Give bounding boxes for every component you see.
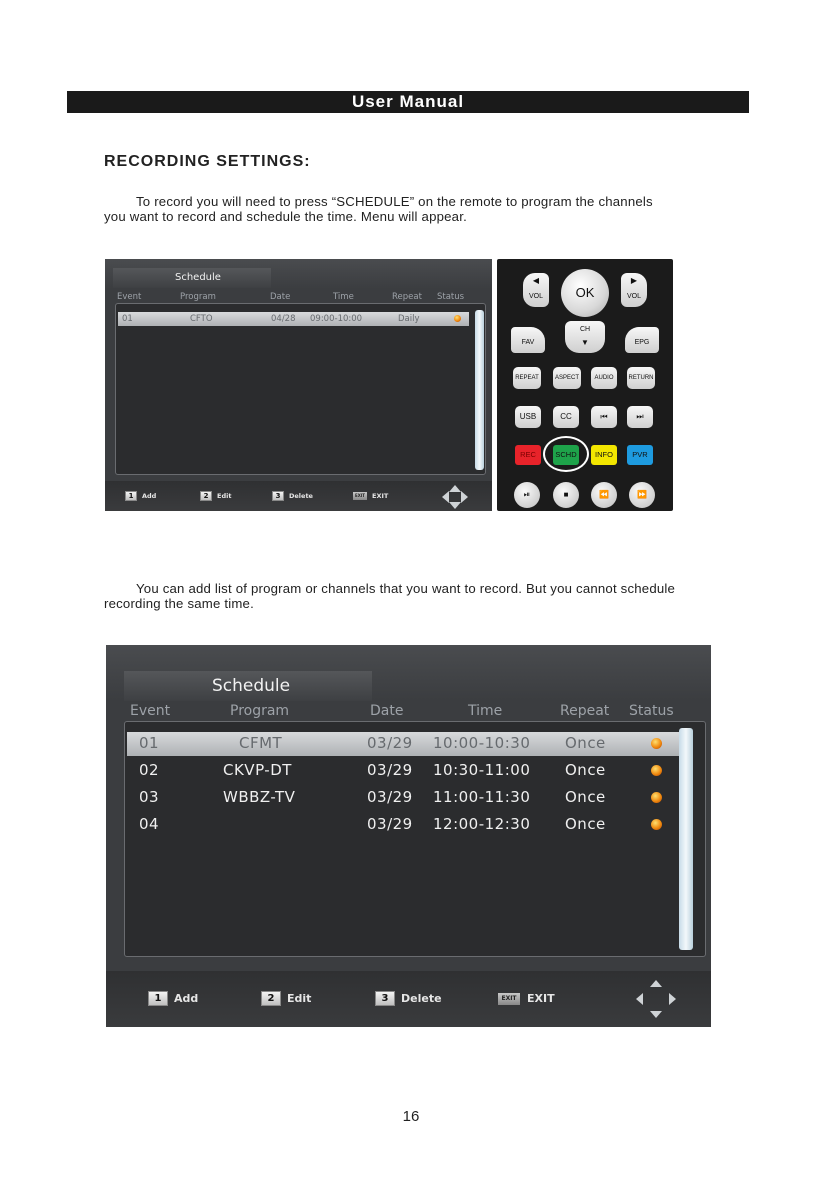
add-label: Add [174,992,199,1005]
intro-paragraph [104,194,754,224]
schedule-list [124,721,706,957]
edit-label: Edit [217,492,232,500]
vol-right-label: VOL [626,293,641,300]
list-paragraph-line1: You can add list of program or channels that you want to record. But you cannot schedule [136,581,676,596]
navigation-arrows-icon [442,485,468,509]
schedule-row[interactable] [118,312,469,326]
column-event: Event [130,703,171,719]
exit-label: EXIT [527,992,555,1005]
row-event: 02 [139,761,160,779]
rec-button[interactable]: REC [515,445,541,465]
row-event: 03 [139,788,160,806]
delete-label: Delete [401,992,442,1005]
page-number: 16 [402,1108,420,1125]
audio-button[interactable]: AUDIO [591,367,617,389]
column-repeat: Repeat [392,292,422,302]
header-title: User Manual [351,92,465,111]
rewind-icon[interactable]: ⏪ [591,482,617,508]
remote-control-image [497,259,673,511]
row-event: 04 [139,815,160,833]
row-program: CKVP-DT [223,761,292,779]
exit-key-icon: EXIT [354,493,366,498]
ch-down-button[interactable] [565,321,605,353]
column-time: Time [333,292,354,302]
scrollbar[interactable] [475,310,484,470]
row-repeat: Once [565,815,606,833]
navigation-arrows-icon [636,980,676,1018]
header-bar [67,91,749,113]
row-date: 03/29 [367,815,413,833]
row-program: CFTO [190,314,213,324]
schedule-tab: Schedule [124,671,372,701]
usb-button[interactable]: USB [515,406,541,428]
recording-status-icon [454,315,461,322]
fav-button[interactable]: FAV [511,327,545,353]
column-repeat: Repeat [560,703,610,719]
row-time: 09:00-10:00 [310,314,363,324]
section-heading: RECORDING SETTINGS: [104,153,311,170]
schedule-tab: Schedule [113,268,271,288]
key-1-icon: 1 [148,991,168,1006]
scrollbar[interactable] [679,728,693,950]
intro-paragraph-line1: To record you will need to press “SCHEDULE” on the remote to program the channels [136,194,653,209]
row-program: WBBZ-TV [223,788,296,806]
row-date: 03/29 [367,788,413,806]
recording-status-icon [651,738,662,749]
edit-label: Edit [287,992,312,1005]
schedule-row[interactable] [127,732,679,756]
row-event: 01 [122,314,133,324]
arrow-left-icon: ◀ [532,276,540,285]
key-3-icon: 3 [272,491,284,501]
ok-button[interactable]: OK [561,269,609,317]
column-status: Status [437,292,465,302]
cc-button[interactable]: CC [553,406,579,428]
row-time: 10:00-10:30 [433,734,531,752]
column-program: Program [180,292,216,302]
key-2-icon: 2 [200,491,212,501]
column-event: Event [117,292,142,302]
fast-forward-icon[interactable]: ⏩ [629,482,655,508]
intro-paragraph-line2: you want to record and schedule the time. Menu will appear. [104,209,467,224]
row-program: CFMT [239,734,283,752]
recording-status-icon [651,792,662,803]
schedule-row[interactable] [127,813,679,837]
prev-track-icon[interactable]: ⏮ [591,406,617,428]
arrow-down-icon: ▼ [581,338,589,347]
schedule-list [115,303,486,475]
row-date: 03/29 [367,734,413,752]
row-date: 04/28 [271,314,296,324]
repeat-button[interactable]: REPEAT [513,367,541,389]
recording-status-icon [651,765,662,776]
arrow-right-icon: ▶ [630,276,638,285]
column-status: Status [629,703,674,719]
row-time: 10:30-11:00 [433,761,531,779]
list-paragraph-line2: recording the same time. [104,596,254,611]
ch-label: CH [579,326,591,333]
row-date: 03/29 [367,761,413,779]
row-repeat: Once [565,734,606,752]
aspect-button[interactable]: ASPECT [553,367,581,389]
column-date: Date [270,292,291,302]
add-label: Add [142,492,157,500]
next-track-icon[interactable]: ⏭ [627,406,653,428]
column-date: Date [370,703,404,719]
row-time: 11:00-11:30 [433,788,531,806]
pvr-button[interactable]: PVR [627,445,653,465]
row-repeat: Once [565,761,606,779]
schedule-row[interactable] [127,786,679,810]
schd-highlight-circle [543,436,589,472]
row-event: 01 [139,734,160,752]
list-paragraph [104,581,754,611]
return-button[interactable]: RETURN [627,367,655,389]
column-time: Time [468,703,503,719]
epg-button[interactable]: EPG [625,327,659,353]
vol-left-label: VOL [528,293,543,300]
schedule-row[interactable] [127,759,679,783]
exit-key-icon: EXIT [498,993,520,1005]
schedule-screenshot-large [106,645,711,1027]
key-2-icon: 2 [261,991,281,1006]
play-pause-icon[interactable]: ⏯ [514,482,540,508]
screen-footer [106,971,711,1027]
key-1-icon: 1 [125,491,137,501]
stop-icon[interactable]: ■ [553,482,579,508]
row-repeat: Daily [398,314,420,324]
row-time: 12:00-12:30 [433,815,531,833]
column-program: Program [230,703,290,719]
key-3-icon: 3 [375,991,395,1006]
schedule-screenshot-small [105,259,492,511]
exit-label: EXIT [372,492,389,500]
screen-footer [105,481,492,511]
recording-status-icon [651,819,662,830]
row-repeat: Once [565,788,606,806]
info-button[interactable]: INFO [591,445,617,465]
schd-button[interactable]: SCHD [553,445,579,465]
delete-label: Delete [289,492,313,500]
